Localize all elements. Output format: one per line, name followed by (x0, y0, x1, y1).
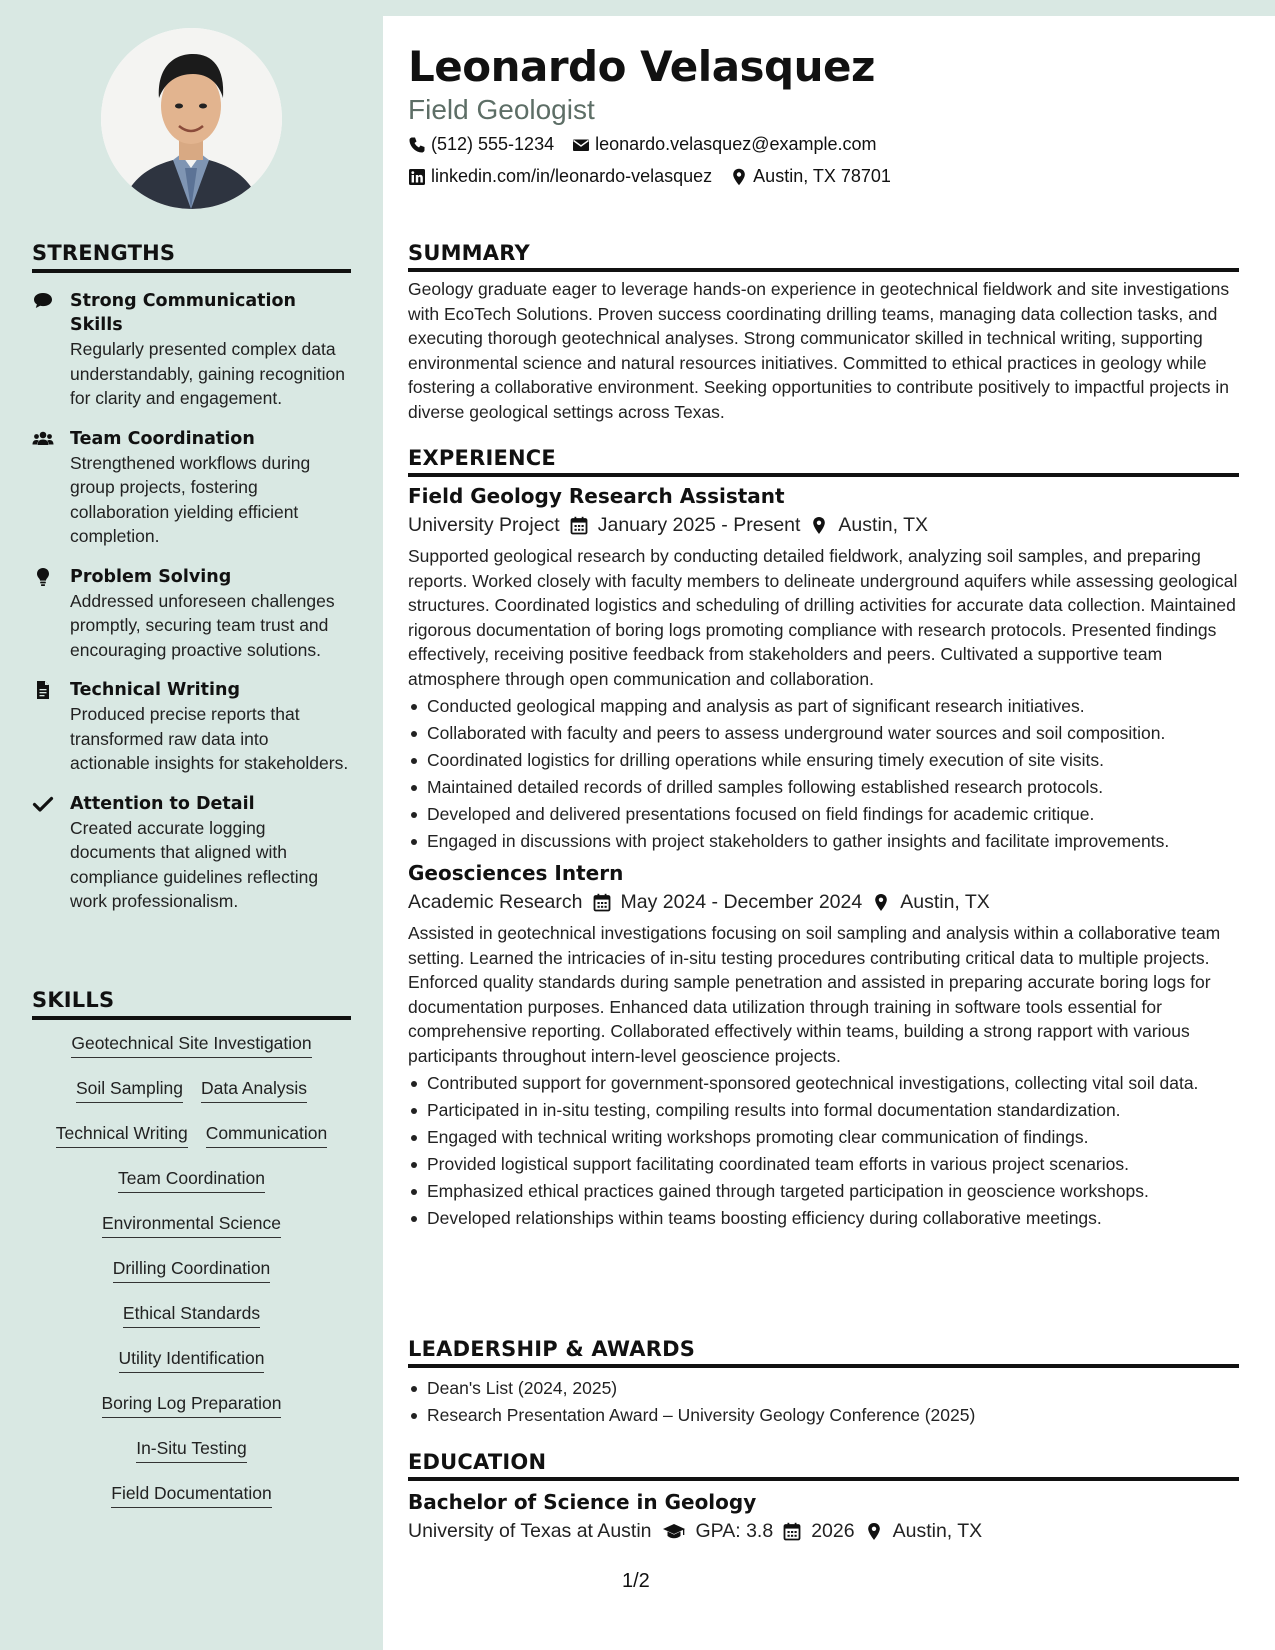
achievement-list (408, 1071, 1239, 1230)
strengths-section (32, 241, 351, 914)
candidate-name: Leonardo Velasquez (408, 42, 875, 91)
job-location: Austin, TX (838, 514, 929, 536)
list-item: Maintained detailed records of drilled samples following established research protocols. (408, 775, 1239, 799)
gpa: GPA: 3.8 (695, 1520, 774, 1542)
linkedin-contact[interactable] (408, 166, 712, 187)
strengths-heading: STRENGTHS (32, 241, 351, 273)
experience-heading: EXPERIENCE (408, 446, 1239, 477)
phone-contact[interactable] (408, 134, 554, 155)
skill-tag: Team Coordination (118, 1167, 265, 1193)
email-contact[interactable] (572, 134, 876, 155)
strength-item (32, 792, 351, 914)
degree-title: Bachelor of Science in Geology (408, 1490, 757, 1514)
page-number: 1/2 (622, 1570, 650, 1592)
map-pin-icon (730, 168, 748, 186)
map-pin-icon (865, 1522, 883, 1541)
experience-entry (408, 484, 1239, 853)
skill-tag: In-Situ Testing (136, 1437, 247, 1463)
leadership-heading: LEADERSHIP & AWARDS (408, 1337, 1239, 1368)
calendar-icon (570, 516, 588, 535)
linkedin-icon (408, 168, 426, 186)
skills-list (32, 1032, 351, 1527)
list-item: Coordinated logistics for drilling operations while ensuring timely execution of site visits. (408, 748, 1239, 772)
users-icon (32, 429, 54, 449)
skill-tag: Data Analysis (201, 1077, 307, 1103)
skill-tag: Boring Log Preparation (102, 1392, 282, 1418)
experience-entry (408, 861, 1239, 1230)
skill-tag: Soil Sampling (76, 1077, 183, 1103)
strength-title: Problem Solving (70, 566, 232, 587)
skill-tag: Geotechnical Site Investigation (71, 1032, 311, 1058)
achievement-list (408, 694, 1239, 853)
position-title: Field Geology Research Assistant (408, 484, 785, 508)
summary-text: Geology graduate eager to leverage hands-on experience in geotechnical fieldwork and site investigations with EcoTech Solutions. Proven success coordinating drilling teams, managing data collection tasks, and executing thorough geotechnical analyses. Strong communicator skilled in technical writing, supporting environmental science and natural resources initiatives. Committed to ethical practices in geology while fostering a collaborative environment. Seeking opportunities to contribute positively to impactful projects in diverse geological settings across Texas. (408, 279, 1230, 422)
school-name: University of Texas at Austin (408, 1520, 652, 1542)
summary-section (408, 241, 1239, 424)
email-address: leonardo.velasquez@example.com (595, 134, 877, 154)
profile-photo (101, 28, 282, 209)
skills-heading: SKILLS (32, 988, 351, 1020)
strength-title: Attention to Detail (70, 793, 255, 814)
list-item: Engaged in discussions with project stakeholders to gather insights and facilitate improvements. (408, 829, 1239, 853)
job-location: Austin, TX (900, 891, 990, 913)
organization: Academic Research (408, 891, 583, 913)
list-item: Conducted geological mapping and analysis as part of significant research initiatives. (408, 694, 1239, 718)
skill-tag: Utility Identification (119, 1347, 265, 1373)
skill-tag: Technical Writing (56, 1122, 188, 1148)
position-title: Geosciences Intern (408, 861, 624, 885)
education-section (408, 1450, 1239, 1550)
list-item: Participated in in-situ testing, compiling results into formal documentation standardization. (408, 1098, 1239, 1122)
skill-tag: Communication (206, 1122, 328, 1148)
awards-list (408, 1376, 1239, 1427)
education-meta (408, 1520, 1239, 1543)
experience-section (408, 446, 1239, 1230)
position-meta (408, 514, 1239, 537)
skills-section (32, 988, 351, 1527)
date-range: May 2024 - December 2024 (620, 891, 863, 913)
location-contact (730, 166, 891, 187)
speech-bubble-icon (32, 291, 54, 311)
strength-item (32, 427, 351, 549)
checkmark-icon (32, 794, 54, 814)
document-icon (32, 680, 54, 700)
list-item: Dean's List (2024, 2025) (408, 1376, 1239, 1400)
list-item: Collaborated with faculty and peers to assess underground water sources and soil composition. (408, 721, 1239, 745)
job-description: Supported geological research by conducting detailed fieldwork, analyzing soil samples, and preparing reports. Worked closely with faculty members to delineate underground aquifers while assessing geological structures. Coordinated logistics and scheduling of drilling activities for accurate data collection. Maintained rigorous documentation of boring logs promoting compliance with research protocols. Presented findings effectively, receiving positive feedback from stakeholders and peers. Cultivated a supportive team atmosphere through open communication and collaboration. (408, 546, 1238, 689)
phone-number: (512) 555-1234 (431, 134, 555, 154)
location-text: Austin, TX 78701 (753, 166, 891, 186)
strength-description: Produced precise reports that transformed raw data into actionable insights for stakeholders. (70, 704, 349, 773)
contact-row (408, 134, 877, 155)
job-description: Assisted in geotechnical investigations focusing on soil sampling and analysis within a collaborative team setting. Learned the intricacies of in-situ testing procedures contributing critical data to multiple projects. Enforced quality standards during sample penetration and assisted in preparing accurate boring logs for documentation purposes. Enhanced data utilization through training in software tools essential for comprehensive reporting. Collaborated effectively within teams, building a strong rapport with various participants throughout intern-level geoscience projects. (408, 923, 1221, 1066)
strength-description: Regularly presented complex data understandably, gaining recognition for clarity and engagement. (70, 339, 346, 408)
envelope-icon (572, 136, 590, 154)
date-range: January 2025 - Present (597, 514, 801, 536)
leadership-section (408, 1337, 1239, 1427)
skill-tag: Drilling Coordination (113, 1257, 271, 1283)
skill-tag: Field Documentation (111, 1482, 272, 1508)
strength-title: Team Coordination (70, 428, 255, 449)
map-pin-icon (810, 516, 828, 535)
strength-title: Technical Writing (70, 680, 241, 700)
strength-description: Addressed unforeseen challenges promptly, securing team trust and encouraging proactive solutions. (70, 590, 335, 660)
organization: University Project (408, 514, 560, 536)
calendar-icon (593, 893, 611, 912)
strength-title: Strong Communication Skills (70, 291, 296, 335)
list-item: Developed relationships within teams boosting efficiency during collaborative meetings. (408, 1206, 1239, 1230)
list-item: Engaged with technical writing workshops promoting clear communication of findings. (408, 1125, 1239, 1149)
strength-item (32, 289, 351, 411)
list-item: Research Presentation Award – University Geology Conference (2025) (408, 1403, 1239, 1427)
graduation-cap-icon (662, 1522, 686, 1541)
top-band (0, 0, 1275, 16)
skill-tag: Ethical Standards (123, 1302, 260, 1328)
strength-item (32, 565, 351, 663)
phone-icon (408, 136, 426, 154)
graduation-year: 2026 (811, 1520, 855, 1542)
avatar (101, 28, 282, 209)
contact-row (408, 166, 891, 187)
list-item: Contributed support for government-sponsored geotechnical investigations, collecting vital soil data. (408, 1071, 1239, 1095)
list-item: Provided logistical support facilitating coordinated team efforts in various project scenarios. (408, 1152, 1239, 1176)
linkedin-url: linkedin.com/in/leonardo-velasquez (431, 166, 713, 186)
strength-description: Created accurate logging documents that aligned with compliance guidelines reflecting work professionalism. (70, 817, 319, 911)
education-heading: EDUCATION (408, 1450, 1239, 1481)
skill-tag: Environmental Science (102, 1212, 281, 1238)
calendar-icon (783, 1522, 801, 1541)
list-item: Emphasized ethical practices gained through targeted participation in geoscience workshops. (408, 1179, 1239, 1203)
strength-item (32, 678, 351, 776)
strength-description: Strengthened workflows during group projects, fostering collaboration yielding efficient completion. (70, 452, 311, 546)
school-location: Austin, TX (892, 1520, 983, 1542)
job-title: Field Geologist (408, 94, 595, 125)
lightbulb-icon (32, 567, 54, 587)
summary-heading: SUMMARY (408, 241, 1239, 272)
position-meta (408, 891, 1239, 914)
map-pin-icon (872, 893, 890, 912)
list-item: Developed and delivered presentations focused on field findings for academic critique. (408, 802, 1239, 826)
